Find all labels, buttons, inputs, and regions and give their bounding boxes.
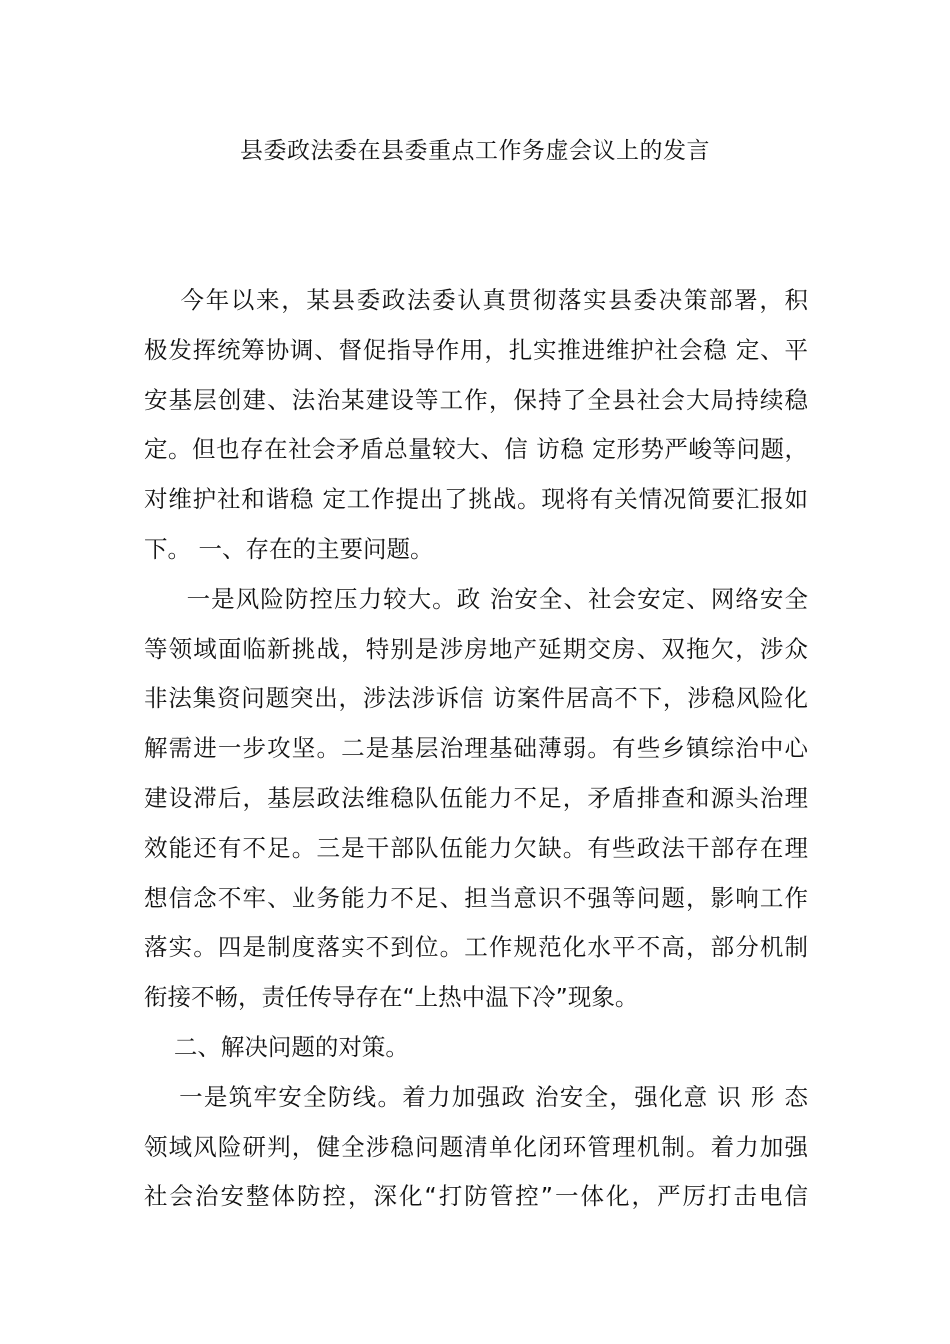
body-line: 建设滞后，基层政法维稳队伍能力不足，矛盾排查和源头治理 <box>144 783 808 812</box>
body-line: 解需进一步攻坚。二是基层治理基础薄弱。有些乡镇综治中心 <box>144 734 808 763</box>
body-line: 落实。四是制度落实不到位。工作规范化水平不高，部分机制 <box>144 933 808 962</box>
body-line: 定。但也存在社会矛盾总量较大、信 访稳 定形势严峻等问题， <box>144 435 808 464</box>
body-line: 社会治安整体防控，深化“打防管控”一体化，严厉打击电信 <box>144 1182 808 1211</box>
body-line: 对维护社和谐稳 定工作提出了挑战。现将有关情况简要汇报如 <box>144 485 808 514</box>
body-line: 衔接不畅，责任传导存在“上热中温下冷”现象。 <box>144 983 639 1012</box>
document-body <box>144 282 808 1228</box>
body-line: 想信念不牢、业务能力不足、担当意识不强等问题，影响工作 <box>144 883 808 912</box>
body-line: 安基层创建、法治某建设等工作，保持了全县社会大局持续稳 <box>144 385 808 414</box>
body-line: 等领域面临新挑战，特别是涉房地产延期交房、双拖欠，涉众 <box>144 634 808 663</box>
body-line: 今年以来，某县委政法委认真贯彻落实县委决策部署，积 <box>144 286 808 314</box>
body-line: 领域风险研判，健全涉稳问题清单化闭环管理机制。着力加强 <box>144 1132 808 1161</box>
body-line: 一是筑牢安全防线。着力加强政 治安全，强化意 识 形 态 <box>144 1082 808 1111</box>
body-line: 下。 一、存在的主要问题。 <box>144 534 434 563</box>
body-line: 一是风险防控压力较大。政 治安全、社会安定、网络安全 <box>144 584 808 613</box>
body-line: 效能还有不足。三是干部队伍能力欠缺。有些政法干部存在理 <box>144 833 808 862</box>
body-line: 极发挥统筹协调、督促指导作用，扎实推进维护社会稳 定、平 <box>144 335 808 364</box>
section-heading: 二、解决问题的对策。 <box>144 1032 409 1061</box>
body-line: 非法集资问题突出，涉法涉诉信 访案件居高不下，涉稳风险化 <box>144 684 808 713</box>
document-title: 县委政法委在县委重点工作务虚会议上的发言 <box>240 138 710 164</box>
